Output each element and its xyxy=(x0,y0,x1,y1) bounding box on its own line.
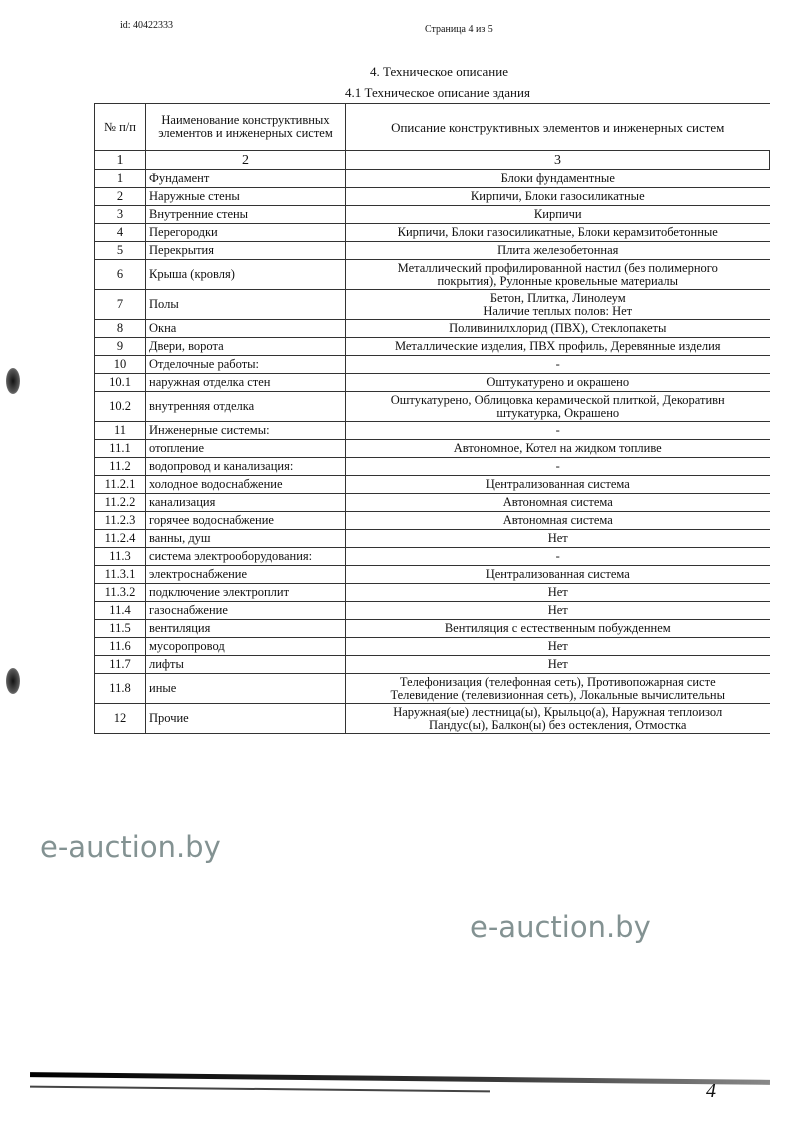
row-name: Перегородки xyxy=(146,224,346,242)
description-line: - xyxy=(555,549,560,563)
table-row xyxy=(95,638,770,656)
row-number: 11 xyxy=(95,422,146,440)
row-description xyxy=(346,392,770,422)
row-name: наружная отделка стен xyxy=(146,374,346,392)
row-name: водопровод и канализация: xyxy=(146,458,346,476)
table-row xyxy=(95,476,770,494)
punch-hole xyxy=(6,668,20,694)
row-description xyxy=(346,320,770,338)
row-name: подключение электроплит xyxy=(146,584,346,602)
row-number: 10.2 xyxy=(95,392,146,422)
watermark: e-auction.by xyxy=(40,830,221,864)
row-description xyxy=(346,638,770,656)
row-number: 4 xyxy=(95,224,146,242)
description-line: Металлический профилированной настил (без полимерного xyxy=(397,260,718,275)
row-name: Наружные стены xyxy=(146,188,346,206)
row-name: лифты xyxy=(146,656,346,674)
description-line: Кирпичи xyxy=(533,207,582,221)
description-line: Телефонизация (телефонная сеть), Противопожарная систе xyxy=(399,674,716,689)
row-name: канализация xyxy=(146,494,346,512)
header-description: Описание конструктивных элементов и инженерных систем xyxy=(346,104,770,151)
row-description xyxy=(346,656,770,674)
row-number: 11.2.1 xyxy=(95,476,146,494)
row-name: газоснабжение xyxy=(146,602,346,620)
watermark: e-auction.by xyxy=(470,910,651,944)
row-description xyxy=(346,602,770,620)
table-row xyxy=(95,674,770,704)
row-name: Фундамент xyxy=(146,170,346,188)
row-description xyxy=(346,338,770,356)
row-name: ванны, душ xyxy=(146,530,346,548)
row-name: мусоропровод xyxy=(146,638,346,656)
description-line: Блоки фундаментные xyxy=(500,171,615,185)
header-name: Наименование конструктивных элементов и инженерных систем xyxy=(146,104,346,151)
table-row xyxy=(95,224,770,242)
row-description xyxy=(346,512,770,530)
table-row xyxy=(95,620,770,638)
row-number: 11.8 xyxy=(95,674,146,704)
row-name: Прочие xyxy=(146,704,346,734)
table-row xyxy=(95,458,770,476)
description-line: Нет xyxy=(547,639,568,653)
table-row xyxy=(95,392,770,422)
row-name: Внутренние стены xyxy=(146,206,346,224)
subsection-title: 4.1 Техническое описание здания xyxy=(345,85,530,100)
row-name: внутренняя отделка xyxy=(146,392,346,422)
row-name: Отделочные работы: xyxy=(146,356,346,374)
description-line: Наличие теплых полов: Нет xyxy=(483,303,633,318)
row-description xyxy=(346,674,770,704)
row-number: 6 xyxy=(95,260,146,290)
row-name: Перекрытия xyxy=(146,242,346,260)
section-title: 4. Техническое описание xyxy=(370,64,508,79)
description-line: Оштукатурено, Облицовка керамической плиткой, Декоративн xyxy=(390,392,725,407)
table-row xyxy=(95,440,770,458)
description-line: Нет xyxy=(547,585,568,599)
row-name: Окна xyxy=(146,320,346,338)
scan-streak xyxy=(30,1086,490,1093)
description-line: Вентиляция с естественным побужденнем xyxy=(444,621,671,635)
row-name: отопление xyxy=(146,440,346,458)
row-description xyxy=(346,242,770,260)
table-row xyxy=(95,374,770,392)
row-name: Двери, ворота xyxy=(146,338,346,356)
row-number: 11.3 xyxy=(95,548,146,566)
description-line: Автономное, Котел на жидком топливе xyxy=(453,441,662,455)
description-line: Наружная(ые) лестница(ы), Крыльцо(а), Наружная теплоизол xyxy=(393,704,723,719)
table-row xyxy=(95,512,770,530)
document-id: id: 40422333 xyxy=(120,20,174,31)
table-row xyxy=(95,566,770,584)
table-header-row xyxy=(95,104,770,151)
row-name: Крыша (кровля) xyxy=(146,260,346,290)
column-number: 1 xyxy=(95,151,146,170)
table-row xyxy=(95,584,770,602)
description-line: Централизованная система xyxy=(485,567,630,581)
table-row xyxy=(95,704,770,734)
row-number: 11.5 xyxy=(95,620,146,638)
row-description xyxy=(346,290,770,320)
row-number: 10.1 xyxy=(95,374,146,392)
row-name: электроснабжение xyxy=(146,566,346,584)
table-row xyxy=(95,530,770,548)
description-line: Пандус(ы), Балкон(ы) без остекления, Отмостка xyxy=(429,717,687,732)
table-row xyxy=(95,320,770,338)
description-line: Автономная система xyxy=(502,513,613,527)
technical-description-table xyxy=(94,103,770,734)
row-number: 11.7 xyxy=(95,656,146,674)
table-row xyxy=(95,338,770,356)
column-number: 3 xyxy=(346,151,770,170)
row-description xyxy=(346,566,770,584)
description-line: - xyxy=(555,423,560,437)
row-number: 11.3.2 xyxy=(95,584,146,602)
row-description xyxy=(346,422,770,440)
row-number: 2 xyxy=(95,188,146,206)
handwritten-page-number: 4 xyxy=(706,1080,716,1102)
row-description xyxy=(346,170,770,188)
row-number: 1 xyxy=(95,170,146,188)
row-number: 8 xyxy=(95,320,146,338)
description-line: - xyxy=(555,459,560,473)
row-description xyxy=(346,494,770,512)
table-row xyxy=(95,242,770,260)
header-number: № п/п xyxy=(95,104,146,151)
description-line: Нет xyxy=(547,531,568,545)
description-line: Автономная система xyxy=(502,495,613,509)
description-line: Поливинилхлорид (ПВХ), Стеклопакеты xyxy=(449,321,667,335)
description-line: Кирпичи, Блоки газосиликатные, Блоки керамзитобетонные xyxy=(397,225,718,239)
row-name: система электрооборудования: xyxy=(146,548,346,566)
row-description xyxy=(346,476,770,494)
row-description xyxy=(346,440,770,458)
row-name: Полы xyxy=(146,290,346,320)
row-number: 7 xyxy=(95,290,146,320)
row-number: 9 xyxy=(95,338,146,356)
row-description xyxy=(346,548,770,566)
description-line: покрытия), Рулонные кровельные материалы xyxy=(437,273,678,288)
table-row xyxy=(95,170,770,188)
description-line: - xyxy=(555,357,560,371)
column-number-row xyxy=(95,151,770,170)
description-line: Кирпичи, Блоки газосиликатные xyxy=(470,189,645,203)
description-line: Оштукатурено и окрашено xyxy=(486,375,630,389)
row-description xyxy=(346,356,770,374)
row-name: иные xyxy=(146,674,346,704)
page-number: Страница 4 из 5 xyxy=(425,24,493,35)
row-number: 11.2 xyxy=(95,458,146,476)
row-description xyxy=(346,530,770,548)
row-description xyxy=(346,458,770,476)
row-description xyxy=(346,704,770,734)
description-line: Телевидение (телевизионная сеть), Локальные вычислительны xyxy=(390,687,726,702)
row-description xyxy=(346,224,770,242)
row-number: 3 xyxy=(95,206,146,224)
row-number: 11.2.3 xyxy=(95,512,146,530)
table-row xyxy=(95,494,770,512)
row-number: 11.3.1 xyxy=(95,566,146,584)
description-line: Плита железобетонная xyxy=(497,243,619,257)
row-description xyxy=(346,374,770,392)
row-name: вентиляция xyxy=(146,620,346,638)
row-name: горячее водоснабжение xyxy=(146,512,346,530)
description-line: штукатурка, Окрашено xyxy=(496,405,620,420)
punch-hole xyxy=(6,368,20,394)
table-row xyxy=(95,188,770,206)
table-row xyxy=(95,260,770,290)
row-number: 11.2.4 xyxy=(95,530,146,548)
table-row xyxy=(95,290,770,320)
table-row xyxy=(95,422,770,440)
row-number: 11.2.2 xyxy=(95,494,146,512)
table-row xyxy=(95,602,770,620)
row-number: 11.1 xyxy=(95,440,146,458)
row-number: 11.4 xyxy=(95,602,146,620)
row-description xyxy=(346,206,770,224)
table-row xyxy=(95,656,770,674)
table-row xyxy=(95,548,770,566)
row-description xyxy=(346,188,770,206)
description-line: Нет xyxy=(547,603,568,617)
row-number: 10 xyxy=(95,356,146,374)
row-number: 5 xyxy=(95,242,146,260)
row-name: Инженерные системы: xyxy=(146,422,346,440)
row-description xyxy=(346,620,770,638)
description-line: Централизованная система xyxy=(485,477,630,491)
table-row xyxy=(95,206,770,224)
description-line: Бетон, Плитка, Линолеум xyxy=(489,290,626,305)
description-line: Нет xyxy=(547,657,568,671)
row-number: 11.6 xyxy=(95,638,146,656)
table-row xyxy=(95,356,770,374)
row-description xyxy=(346,584,770,602)
scan-streak xyxy=(30,1072,770,1085)
description-line: Металлические изделия, ПВХ профиль, Деревянные изделия xyxy=(394,339,721,353)
row-name: холодное водоснабжение xyxy=(146,476,346,494)
column-number: 2 xyxy=(146,151,346,170)
row-number: 12 xyxy=(95,704,146,734)
row-description xyxy=(346,260,770,290)
